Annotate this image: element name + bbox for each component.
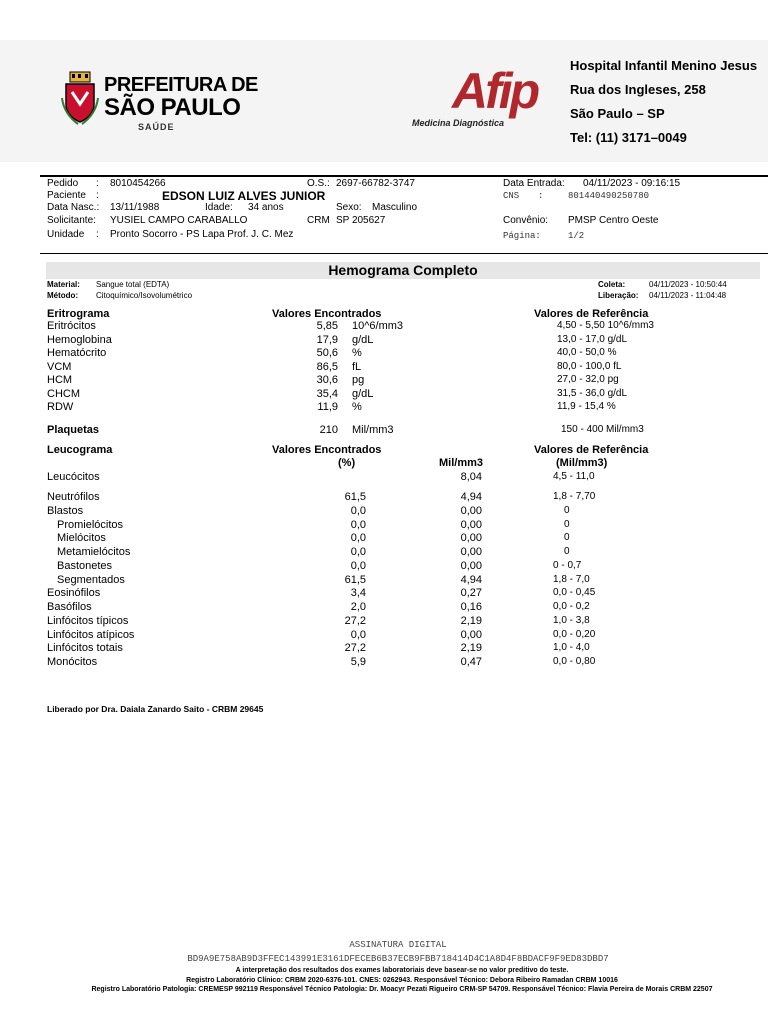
assinatura-label: ASSINATURA DIGITAL (349, 940, 447, 950)
eritro-row-name: VCM (47, 360, 72, 373)
exam-title: Hemograma Completo (328, 262, 478, 278)
idade-label: Idade: (205, 202, 233, 213)
pagina-value: 1/2 (568, 231, 585, 241)
eritro-row-unit: % (352, 401, 362, 413)
leuco-row-name: Metamielócitos (57, 546, 131, 558)
solicitante-value: YUSIEL CAMPO CARABALLO (110, 215, 248, 226)
leuco-row-name: Segmentados (57, 573, 125, 586)
data-entrada-value: 04/11/2023 - 09:16:15 (583, 178, 681, 189)
footer-line3: Registro Laboratório Patologia: CREMESP 992119 Responsável Técnico Patologia: Dr. Moacyr Pezati Rigueiro CRM-SP 54709. Responsável Técnico: Flavia Pereira de Morais CRBM 22507 (91, 986, 713, 993)
leuco-row-ref: 0,0 - 0,80 (553, 656, 596, 667)
afip-logo (410, 63, 560, 132)
eritro-row-name: Hemoglobina (47, 333, 112, 346)
cns-value: 801440490250780 (568, 191, 650, 201)
leuco-row-abs: 0,00 (460, 628, 482, 641)
sao-paulo-coat-of-arms-icon (60, 70, 100, 126)
leuco-row-pct: 0,0 (350, 546, 366, 558)
leuco-row-pct: 0,0 (350, 559, 366, 572)
sexo-label: Sexo: (336, 202, 362, 213)
leuco-row-ref: 1,0 - 4,0 (553, 642, 590, 654)
eritrograma-title: Eritrograma (47, 308, 110, 320)
leuco-row-name: Neutrófilos (47, 491, 100, 503)
leuco-row-pct: 5,9 (350, 656, 366, 668)
idade-value: 34 anos (248, 202, 284, 213)
footer-line2: Registro Laboratório Clínico: CRBM 2020-6376-101. CNES: 0262943. Responsável Técnico: Debora Ribeiro Ramadan CRBM 10016 (186, 977, 618, 984)
coleta-label: Coleta: (598, 280, 626, 289)
os-label: O.S.: (307, 178, 330, 189)
eritro-row-value: 35,4 (316, 387, 338, 400)
leuco-row-abs: 4,94 (460, 491, 482, 503)
leuco-row-name: Promielócitos (57, 518, 124, 531)
plaquetas-ref: 150 - 400 Mil/mm3 (561, 424, 644, 435)
leucocitos-ref: 4,5 - 11,0 (553, 471, 595, 482)
leuco-row-pct: 27,2 (344, 642, 366, 655)
liberacao-value: 04/11/2023 - 11:04:48 (649, 291, 727, 300)
leuco-row-ref: 0,0 - 0,45 (553, 587, 596, 599)
paciente-colon: : (96, 190, 99, 201)
leuco-row-pct: 0,0 (350, 504, 366, 517)
leuco-row-name: Blastos (47, 504, 84, 517)
plaquetas-name: Plaquetas (47, 424, 99, 436)
eritro-row-value: 11,9 (317, 401, 338, 413)
leuco-row-abs: 0,27 (460, 587, 482, 600)
cns-label: CNS (503, 191, 520, 201)
pedido-label: Pedido (47, 178, 79, 189)
eritro-row-ref: 40,0 - 50,0 % (557, 347, 617, 358)
plaquetas-value: 210 (319, 424, 338, 436)
convenio-label: Convênio: (503, 215, 549, 226)
leuco-row-abs: 4,94 (460, 573, 482, 586)
os-value: 2697-66782-3747 (336, 178, 415, 189)
leuco-row-ref: 0 (564, 532, 570, 544)
leuco-row-name: Mielócitos (57, 532, 106, 545)
eritro-row-value: 86,5 (316, 360, 338, 373)
eritro-row-ref: 31,5 - 36,0 g/dL (557, 387, 628, 399)
paciente-value: EDSON LUIZ ALVES JUNIOR (162, 189, 326, 203)
leuco-row-ref: 1,0 - 3,8 (553, 614, 590, 626)
material-value: Sangue total (EDTA) (96, 280, 170, 289)
unidade-colon: : (96, 229, 99, 240)
eritro-row-unit: g/dL (352, 333, 374, 346)
footer-line1: A interpretação dos resultados dos exames laboratoriais deve basear-se no valor preditivo do teste. (235, 967, 569, 974)
assinatura-hash: BD9A9E758AB9D3FFEC143991E3161DFECEB6B37ECB9FBB718414D4C1A8D4F8BDACF9F9ED83DBD7 (187, 954, 609, 964)
paciente-label: Paciente (47, 190, 86, 201)
afip-logo-text: Afip (452, 63, 538, 119)
leucograma-col-pct: (%) (338, 457, 356, 469)
eritro-row-unit: fL (352, 360, 362, 373)
hospital-city: São Paulo – SP (570, 106, 665, 121)
eritro-row-ref: 80,0 - 100,0 fL (557, 360, 622, 372)
prefeitura-line1: PREFEITURA DE (104, 74, 258, 96)
eritro-row-unit: % (352, 347, 362, 359)
leuco-row-abs: 0,00 (460, 518, 482, 531)
leuco-row-abs: 2,19 (460, 642, 482, 655)
eritrograma-col-values: Valores Encontrados (272, 308, 382, 320)
leuco-row-name: Linfócitos atípicos (47, 628, 135, 641)
leuco-row-pct: 0,0 (350, 628, 366, 641)
leuco-row-pct: 61,5 (344, 491, 366, 503)
eritro-row-name: Eritrócitos (47, 320, 96, 332)
leuco-row-ref: 0 (564, 546, 570, 557)
crm-value: SP 205627 (336, 215, 386, 226)
leuco-row-abs: 0,16 (460, 601, 482, 613)
crm-label: CRM (307, 215, 330, 226)
prefeitura-line2: SÃO PAULO (104, 94, 241, 121)
material-label: Material: (47, 280, 80, 289)
leuco-row-name: Eosinófilos (47, 587, 101, 600)
data-nasc-label: Data Nasc.: (47, 202, 100, 213)
leuco-row-abs: 2,19 (460, 614, 482, 627)
data-nasc-value: 13/11/1988 (110, 202, 160, 213)
leucograma-title: Leucograma (47, 444, 113, 456)
leuco-row-abs: 0,47 (460, 656, 482, 668)
metodo-label: Método: (47, 291, 79, 300)
leuco-row-ref: 0 (564, 518, 570, 530)
eritro-row-value: 5,85 (316, 320, 338, 332)
eritro-row-ref: 13,0 - 17,0 g/dL (557, 333, 628, 345)
leuco-row-ref: 0,0 - 0,20 (553, 628, 596, 640)
eritro-row-name: CHCM (47, 387, 80, 400)
leuco-row-pct: 27,2 (344, 614, 366, 627)
liberacao-label: Liberação: (598, 291, 639, 300)
leuco-row-ref: 0 - 0,7 (553, 559, 582, 571)
pedido-colon: : (96, 178, 99, 189)
leuco-row-ref: 0,0 - 0,2 (553, 601, 590, 612)
eritro-row-ref: 4,50 - 5,50 10^6/mm3 (557, 320, 654, 331)
leucograma-col-abs: Mil/mm3 (439, 457, 484, 469)
leucocitos-name: Leucócitos (47, 471, 100, 483)
leucocitos-abs: 8,04 (460, 471, 482, 483)
leuco-row-pct: 3,4 (350, 587, 366, 600)
eritro-row-value: 17,9 (316, 333, 338, 346)
leuco-row-ref: 0 (564, 504, 570, 516)
data-entrada-label: Data Entrada: (503, 178, 565, 189)
eritro-row-value: 50,6 (316, 347, 338, 359)
hospital-address: Rua dos Ingleses, 258 (570, 82, 706, 97)
eritro-row-ref: 11,9 - 15,4 % (557, 401, 616, 412)
afip-sub: Medicina Diagnóstica (412, 118, 505, 128)
hospital-phone: Tel: (11) 3171–0049 (570, 130, 687, 145)
leuco-row-name: Basófilos (47, 601, 92, 613)
leuco-row-pct: 2,0 (350, 601, 366, 613)
liberado-por: Liberado por Dra. Daiala Zanardo Saito - CRBM 29645 (47, 704, 264, 714)
eritro-row-value: 30,6 (316, 374, 338, 386)
hospital-name: Hospital Infantil Menino Jesus (570, 58, 758, 73)
prefeitura-logo (60, 68, 260, 138)
eritro-row-name: HCM (47, 374, 73, 386)
leuco-row-abs: 0,00 (460, 504, 482, 517)
unidade-value: Pronto Socorro - PS Lapa Prof. J. C. Mez (110, 229, 294, 240)
leucograma-col-values: Valores Encontrados (272, 444, 382, 456)
leuco-row-pct: 0,0 (350, 518, 366, 531)
leuco-row-name: Bastonetes (57, 559, 113, 572)
eritro-row-name: Hematócrito (47, 347, 107, 359)
eritro-row-unit: pg (352, 374, 365, 386)
header-divider (40, 175, 768, 177)
leuco-row-ref: 1,8 - 7,70 (553, 491, 596, 502)
pedido-value: 8010454266 (110, 178, 166, 189)
eritro-row-name: RDW (47, 401, 74, 413)
leuco-row-abs: 0,00 (460, 559, 482, 572)
leuco-row-name: Linfócitos típicos (47, 614, 129, 627)
leuco-row-name: Monócitos (47, 656, 98, 668)
leucograma-col-ref-unit: (Mil/mm3) (556, 457, 608, 469)
sexo-value: Masculino (372, 202, 418, 213)
plaquetas-unit: Mil/mm3 (352, 424, 394, 436)
leuco-row-abs: 0,00 (460, 546, 482, 558)
cns-colon: : (538, 191, 544, 201)
solicitante-label: Solicitante: (47, 215, 96, 226)
coleta-value: 04/11/2023 - 10:50:44 (649, 280, 727, 289)
eritrograma-col-ref: Valores de Referência (534, 308, 649, 320)
eritro-row-ref: 27,0 - 32,0 pg (557, 374, 619, 385)
unidade-label: Unidade (47, 229, 85, 240)
leuco-row-ref: 1,8 - 7,0 (553, 573, 590, 585)
prefeitura-sub: SAÚDE (138, 122, 175, 132)
convenio-value: PMSP Centro Oeste (568, 215, 659, 226)
patient-divider (40, 253, 768, 254)
leuco-row-pct: 0,0 (350, 532, 366, 545)
leucograma-col-ref: Valores de Referência (534, 444, 649, 456)
eritro-row-unit: 10^6/mm3 (352, 320, 404, 332)
leuco-row-abs: 0,00 (460, 532, 482, 545)
leuco-row-name: Linfócitos totais (47, 642, 123, 655)
leuco-row-pct: 61,5 (344, 573, 366, 586)
eritro-row-unit: g/dL (352, 387, 374, 400)
pagina-label: Página: (503, 231, 541, 241)
metodo-value: Citoquímico/Isovolumétrico (96, 291, 193, 300)
